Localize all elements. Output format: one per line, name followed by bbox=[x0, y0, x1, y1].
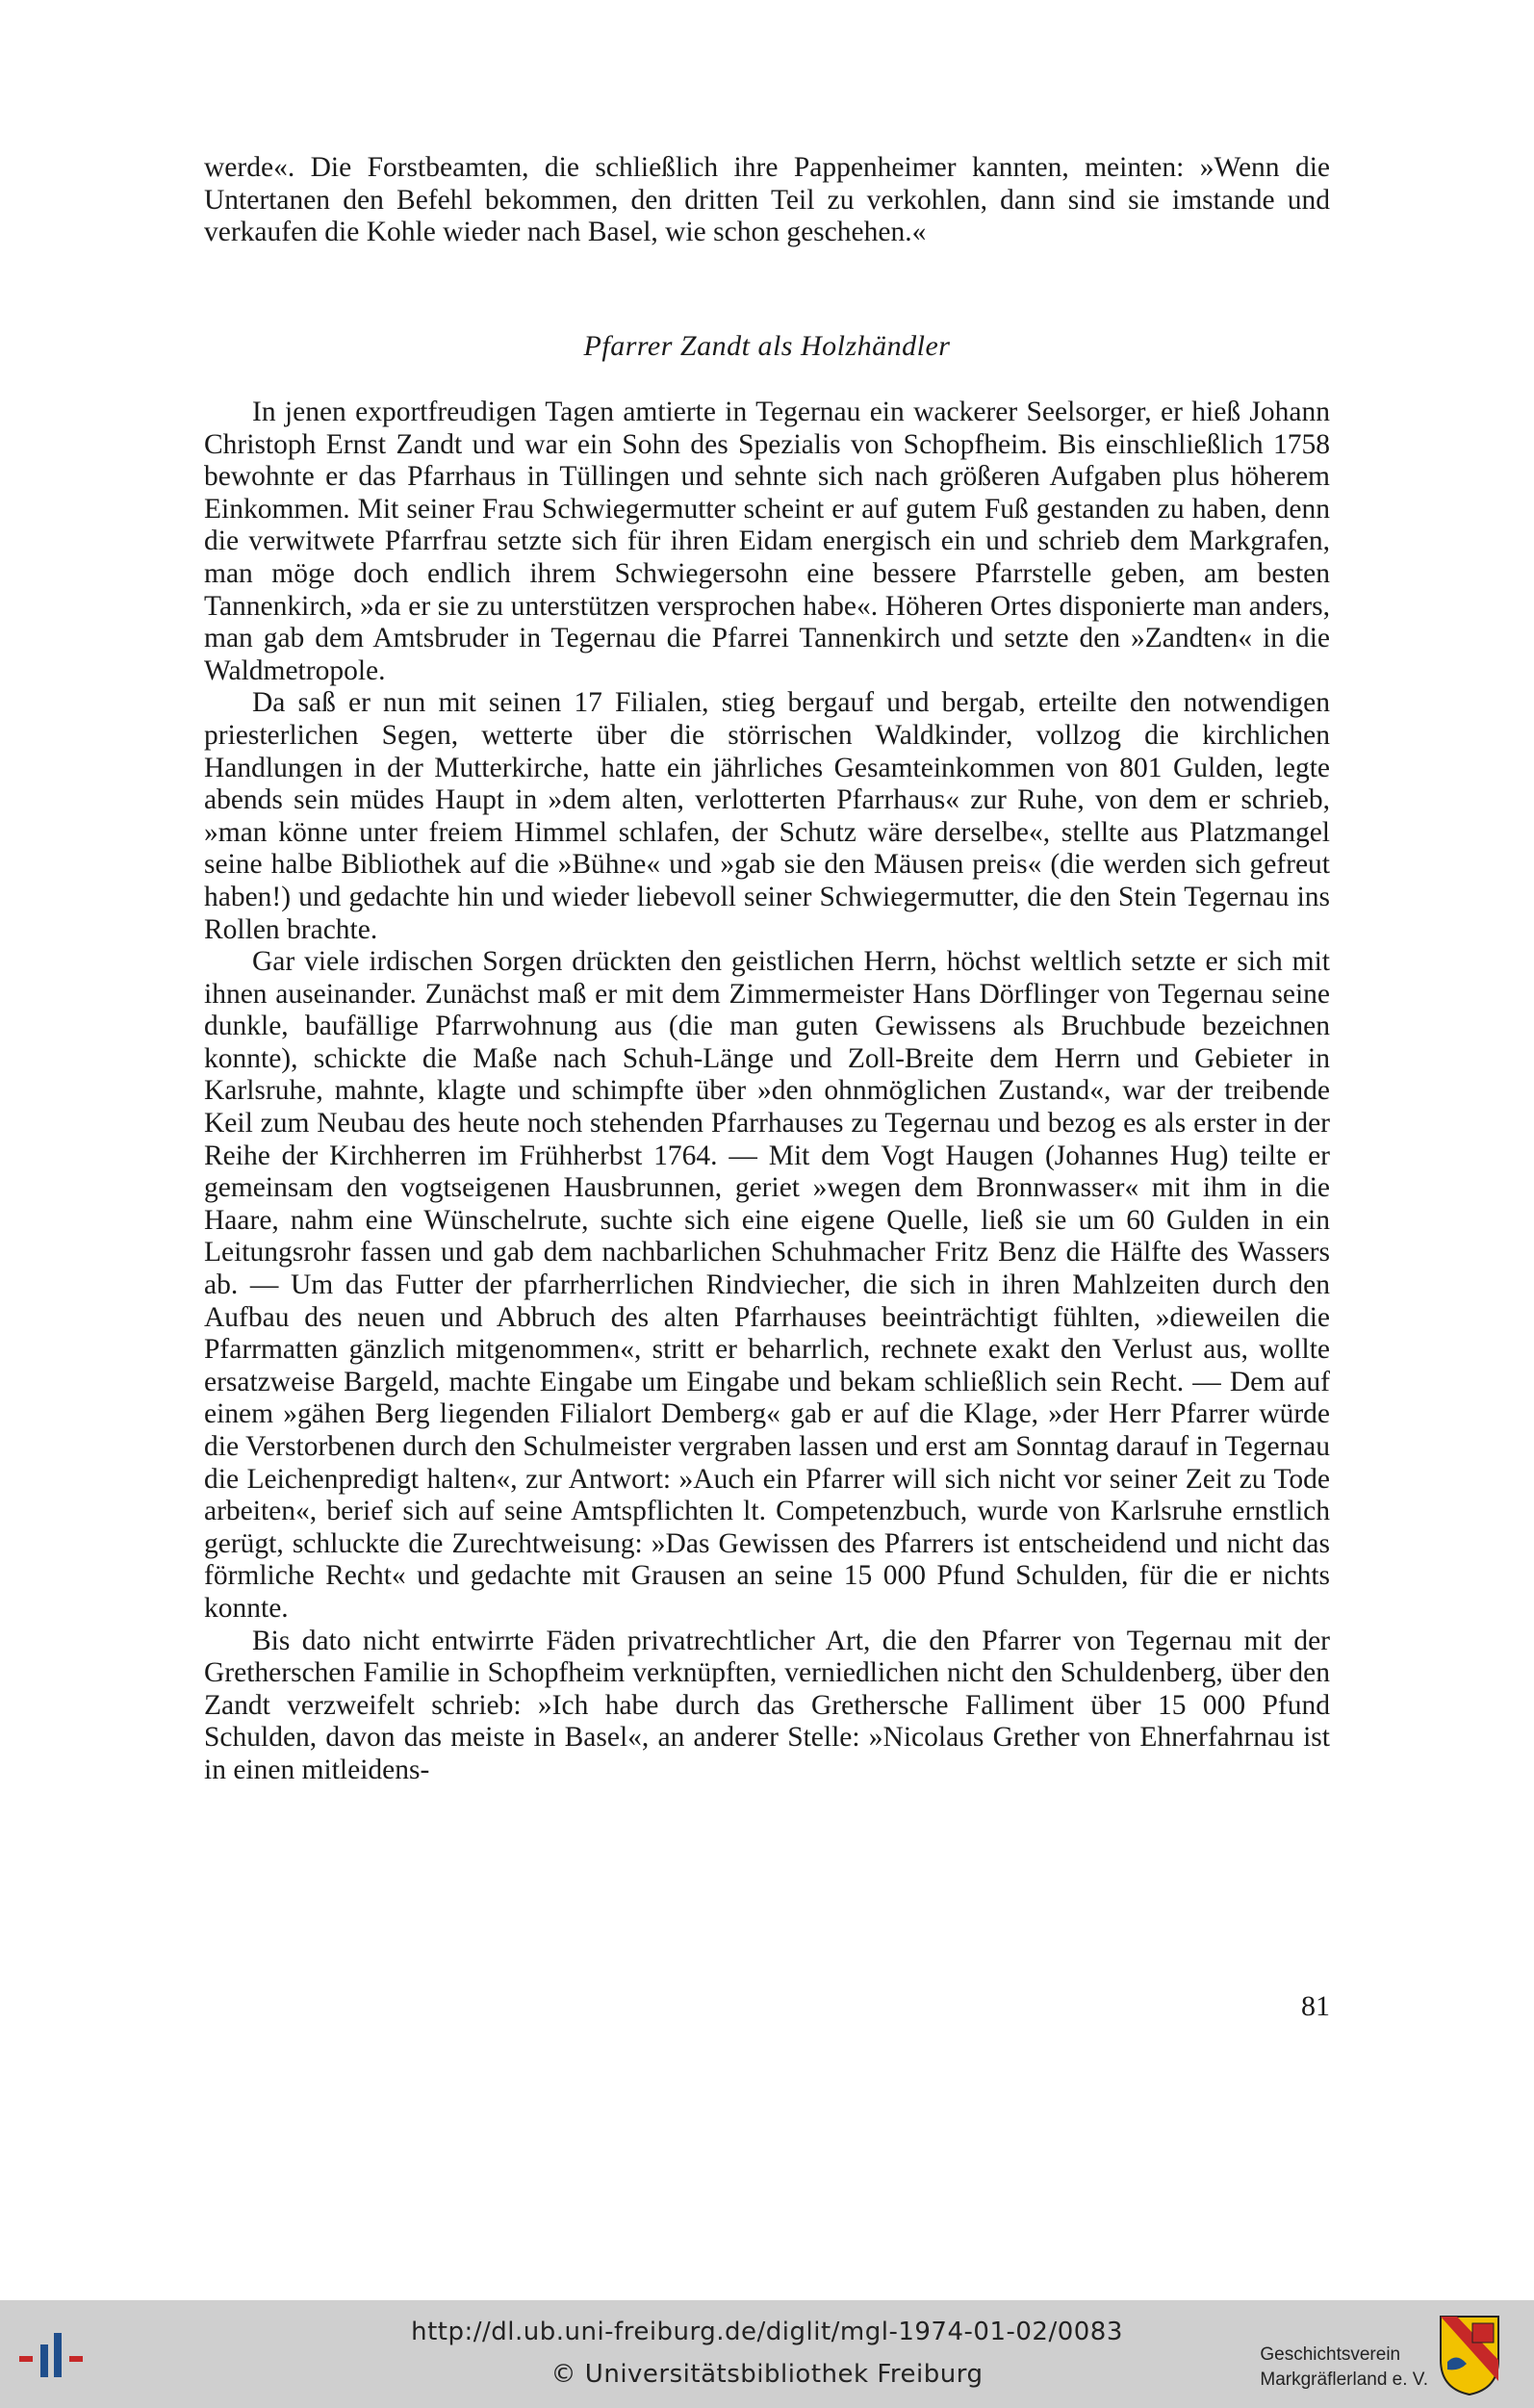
page-number: 81 bbox=[1301, 1990, 1330, 2022]
paragraph: Da saß er nun mit seinen 17 Filialen, stieg bergauf und bergab, erteilte den notwendigen priesterlichen Segen, wetterte über die störrischen Waldkinder, vollzog die kirchlichen Handlungen in der Mutterkirche, hatte ein jährliches Gesamteinkommen von 801 Gulden, legte abends sein müdes Haupt in »dem alten, verlotterten Pfarrhaus« zur Ruhe, von dem er schrieb, »man könne unter freiem Himmel schlafen, der Schutz wäre derselbe«, stellte aus Platzmangel seine halbe Bibliothek auf die »Bühne« und »gab sie den Mäusen preis« (die werden sich gefreut haben!) und gedachte hin und wieder liebevoll seiner Schwiegermutter, die den Stein Tegernau ins Rollen brachte. bbox=[204, 687, 1330, 945]
intro-text: werde«. Die Forstbeamten, die schließlich ihre Pappenheimer kannten, meinten: »Wenn die Untertanen den Befehl bekommen, den dritten Teil zu verkohlen, dann sind sie imstande und verkaufen die Kohle wieder nach Basel, wie schon geschehen.« bbox=[204, 152, 1330, 248]
section-heading: Pfarrer Zandt als Holzhändler bbox=[583, 330, 951, 362]
coat-of-arms-icon bbox=[1438, 2314, 1501, 2396]
society-line-2: Markgräflerland e. V. bbox=[1260, 2370, 1428, 2390]
society-line-1: Geschichtsverein bbox=[1260, 2344, 1401, 2365]
document-url-link[interactable]: http://dl.ub.uni-freiburg.de/diglit/mgl-1974-01-02/0083 bbox=[411, 2318, 1123, 2346]
copyright-text: © Universitätsbibliothek Freiburg bbox=[550, 2360, 984, 2389]
body-text bbox=[204, 397, 1330, 1787]
intro-paragraph bbox=[204, 152, 1330, 249]
paragraph: Bis dato nicht entwirrte Fäden privatrechtlicher Art, die den Pfarrer von Tegernau mit der Gretherschen Familie in Schopfheim verknüpften, verniedlichen nicht den Schuldenberg, über den Zandt verzweifelt schrieb: »Ich habe durch das Grethersche Falliment über 15 000 Pfund Schulden, davon das meiste in Basel«, an anderer Stelle: »Nicolaus Grether von Ehnerfahrnau ist in einen mitleidens- bbox=[204, 1625, 1330, 1785]
viewer-footer bbox=[0, 2300, 1534, 2408]
society-name bbox=[1260, 2343, 1428, 2393]
paragraph: Gar viele irdischen Sorgen drückten den geistlichen Herrn, höchst weltlich setzte er sich mit ihnen auseinander. Zunächst maß er mit dem Zimmermeister Hans Dörflinger von Tegernau seine dunkle, baufällige Pfarrwohnung aus (die man guten Gewissens als Bruchbude bezeichnen konnte), schickte die Maße nach Schuh-Länge und Zoll-Breite dem Herrn und Gebieter in Karlsruhe, mahnte, klagte und schimpfte über »den ohnmöglichen Zustand«, war der treibende Keil zum Neubau des heute noch stehenden Pfarrhauses zu Tegernau und bezog es als erster in der Reihe der Kirchherren im Frühherbst 1764. — Mit dem Vogt Haugen (Johannes Hug) teilte er gemeinsam den vogtseigenen Hausbrunnen, geriet »wegen dem Bronnwasser« mit ihm in die Haare, nahm eine Wünschelrute, suchte sich eine eigene Quelle, ließ sie um 60 Gulden in ein Leitungsrohr fassen und gab dem nachbarlichen Schuhmacher Fritz Benz die Hälfte des Wassers ab. — Um das Futter der pfarrherrlichen Rindviecher, die sich in ihren Mahlzeiten durch den Aufbau des neuen und Abbruch des alten Pfarrhauses beeinträchtigt fühlten, »dieweilen die Pfarrmatten gänzlich mitgenommen«, stritt er beharrlich, rechnete exakt den Verlust aus, wollte ersatzweise Bargeld, machte Eingabe um Eingabe und bekam schließlich sein Recht. — Dem auf einem »gähen Berg liegenden Filialort Demberg« gab er auf die Klage, »der Herr Pfarrer würde die Verstorbenen durch den Schulmeister vergraben lassen und erst am Sonntag darauf in Tegernau die Leichenpredigt halten«, zur Antwort: »Auch ein Pfarrer will sich nicht vor seiner Zeit zu Tode arbeiten«, berief sich auf seine Amtspflichten lt. Competenzbuch, wurde von Karlsruhe ernstlich gerügt, schluckte die Zurechtweisung: »Das Gewissen des Pfarrers ist entscheidend und nicht das förmliche Recht« und gedachte mit Grausen an seine 15 000 Pfund Schulden, für die er nichts konnte. bbox=[204, 946, 1330, 1624]
paragraph: In jenen exportfreudigen Tagen amtierte in Tegernau ein wackerer Seelsorger, er hieß Johann Christoph Ernst Zandt und war ein Sohn des Spezialis von Schopfheim. Bis einschließlich 1758 bewohnte er das Pfarrhaus in Tüllingen und sehnte sich nach größeren Aufgaben plus höherem Einkommen. Mit seiner Frau Schwiegermutter scheint er auf gutem Fuß gestanden zu haben, denn die verwitwete Pfarrfrau setzte sich für ihren Eidam energisch ein und schrieb dem Markgrafen, man möge doch endlich ihrem Schwiegersohn eine bessere Pfarrstelle geben, am besten Tannenkirch, »da er sie zu unterstützen versprochen habe«. Höheren Ortes disponierte man anders, man gab dem Amtsbruder in Tegernau die Pfarrei Tannenkirch und setzte den »Zandten« in die Waldmetropole. bbox=[204, 397, 1330, 686]
